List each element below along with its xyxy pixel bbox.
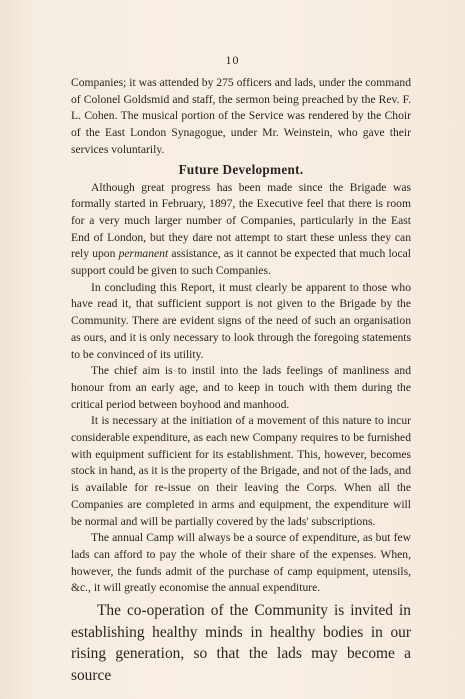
paragraph-expenditure: It is necessary at the initiation of a movement of this nature to incur considerable expenditure, as each new Company requires to be furnished with equipment sufficient for its establishment. This, however, becomes stock in hand, as it is the property of the Brigade, and not of the lads, and is available for re-issue on their leaving the Corps. When all the Companies are completed in arms and equipment, the expenditure will be normal and will be partially covered by the lads' subscriptions. [71, 414, 411, 528]
paragraph-growth-text-end: assistance, as it cannot be expected that much local support could be given to such Companies. [71, 247, 411, 278]
page-number: 10 [225, 53, 240, 67]
paragraph-conclusion: In concluding this Report, it must clearly be apparent to those who have read it, that sufficient support is not given to the Brigade by the Community. There are evident signs of the need of such an organisation as ours, and it is only necessary to look through the foregoing statements to be convinced of its utility. [71, 280, 411, 361]
paragraph-continued: Companies; it was attended by 275 officers and lads, under the command of Colonel Goldsmid and staff, the sermon being preached by the Rev. F. L. Cohen. The musical portion of the Service was rendered by the Choir of the East London Synagogue, under Mr. Weinstein, who gave their services voluntarily. [71, 76, 411, 156]
section-heading: Future Development. [178, 161, 304, 177]
paragraph-growth [71, 180, 411, 280]
paragraph-camp: The annual Camp will always be a source of expenditure, as but few lads can afford to pay the whole of their share of the expenses. When, however, the funds admit of the purchase of camp equipment, utensils, &c., it will greatly economise the annual expenditure. [71, 531, 411, 595]
body-text [71, 75, 411, 686]
closing-paragraph: The co-operation of the Community is invited in establishing healthy minds in healthy bodies in our rising generation, so that the lads may become a source [71, 602, 411, 684]
emphasis-permanent: permanent [118, 247, 169, 261]
paragraph-chief-aim: The chief aim is to instil into the lads feelings of manliness and honour from an early age, and to keep in touch with them during the critical period between boyhood and manhood. [71, 364, 411, 411]
paragraph-growth-text-start: Although great progress has been made since the Brigade was formally started in February, 1897, the Executive feel that there is room for a very much larger number of Companies, particularly in the East End of London, but they dare not attempt to start these unless they can rely upon [71, 180, 411, 261]
